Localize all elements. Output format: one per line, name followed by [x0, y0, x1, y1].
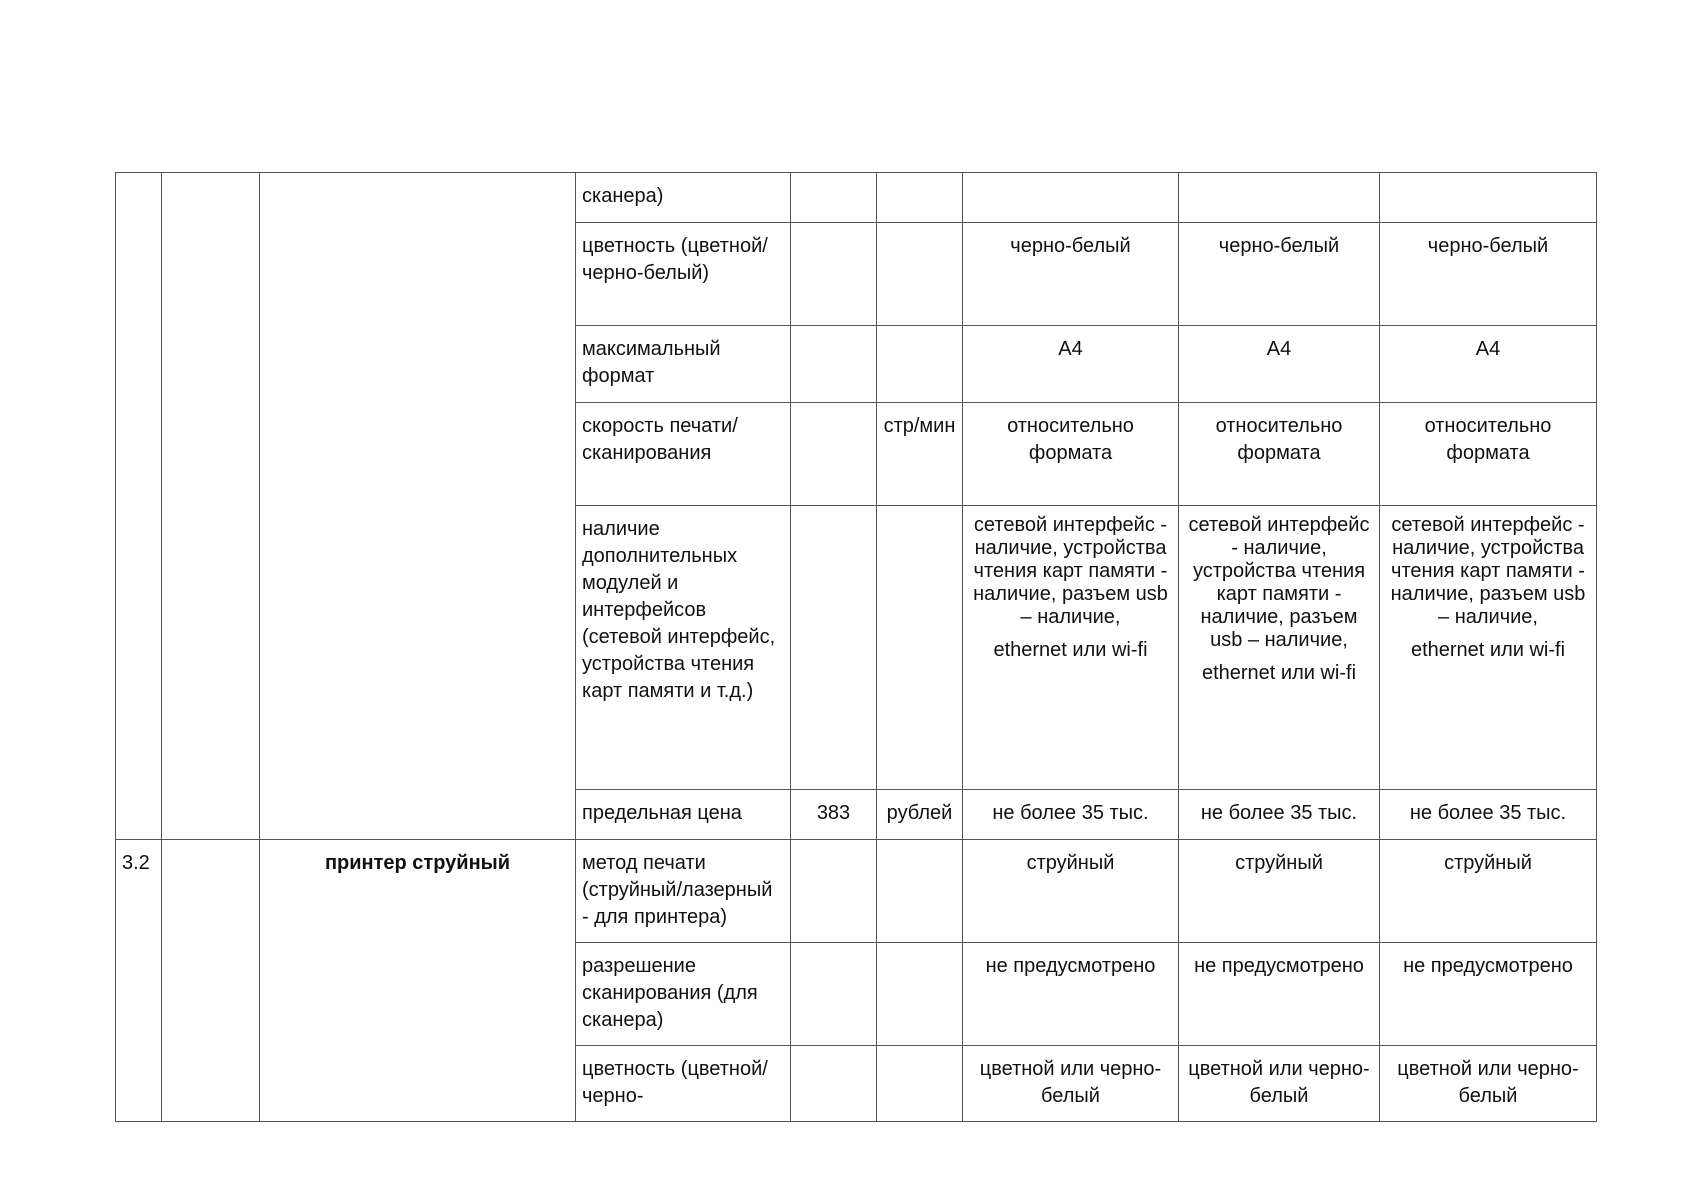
value-extra-text: ethernet или wi-fi: [1201, 662, 1357, 684]
value-cell-3: А4: [1380, 326, 1597, 403]
quantity-cell: 383: [791, 790, 877, 840]
parameter-cell: сканера): [576, 173, 791, 223]
unit-cell: [877, 840, 963, 943]
value-cell-1: [963, 173, 1179, 223]
parameter-cell: скорость печати/сканирования: [576, 403, 791, 506]
value-cell-2: [1179, 173, 1380, 223]
parameter-cell: разрешение сканирования (для сканера): [576, 943, 791, 1046]
parameter-cell: метод печати (струйный/лазерный - для принтера): [576, 840, 791, 943]
value-extra-text: ethernet или wi-fi: [1410, 639, 1566, 661]
value-cell-2: цветной или черно-белый: [1179, 1046, 1380, 1122]
value-cell-2: относительно формата: [1179, 403, 1380, 506]
value-cell-2: струйный: [1179, 840, 1380, 943]
value-cell-1: относительно формата: [963, 403, 1179, 506]
parameter-cell: цветность (цветной/черно-: [576, 1046, 791, 1122]
parameter-cell: предельная цена: [576, 790, 791, 840]
unit-cell: стр/мин: [877, 403, 963, 506]
value-text: сетевой интерфейс - наличие, устройства чтения карт памяти - наличие, разъем usb – наличие,: [1188, 514, 1370, 651]
value-cell-3: струйный: [1380, 840, 1597, 943]
quantity-cell: [791, 1046, 877, 1122]
value-cell-3: черно-белый: [1380, 223, 1597, 326]
quantity-cell: [791, 506, 877, 790]
value-cell-2: А4: [1179, 326, 1380, 403]
section-number-cell: 3.2: [116, 840, 162, 1122]
value-cell-3: относительно формата: [1380, 403, 1597, 506]
value-cell-2: не предусмотрено: [1179, 943, 1380, 1046]
quantity-cell: [791, 943, 877, 1046]
quantity-cell: [791, 173, 877, 223]
section-code-cell: [162, 840, 260, 1122]
specification-table: [115, 172, 1597, 1122]
value-text: сетевой интерфейс - наличие, устройства чтения карт памяти - наличие, разъем usb – наличие,: [973, 514, 1168, 628]
value-cell-1: не предусмотрено: [963, 943, 1179, 1046]
quantity-cell: [791, 223, 877, 326]
value-cell-2: черно-белый: [1179, 223, 1380, 326]
value-cell-1: [963, 506, 1179, 790]
value-cell-3: не предусмотрено: [1380, 943, 1597, 1046]
value-cell-2: не более 35 тыс.: [1179, 790, 1380, 840]
table-row: [116, 840, 1597, 943]
value-cell-3: [1380, 506, 1597, 790]
item-number-cell: [116, 173, 162, 840]
unit-cell: [877, 943, 963, 1046]
value-cell-3: цветной или черно-белый: [1380, 1046, 1597, 1122]
unit-cell: [877, 173, 963, 223]
quantity-cell: [791, 840, 877, 943]
item-name-cell: [260, 173, 576, 840]
unit-cell: рублей: [877, 790, 963, 840]
item-code-cell: [162, 173, 260, 840]
parameter-cell: цветность (цветной/черно-белый): [576, 223, 791, 326]
unit-cell: [877, 223, 963, 326]
section-name-cell: принтер струйный: [260, 840, 576, 1122]
value-cell-1: черно-белый: [963, 223, 1179, 326]
quantity-cell: [791, 326, 877, 403]
parameter-cell: наличие дополнительных модулей и интерфейсов (сетевой интерфейс, устройства чтения карт памяти и т.д.): [576, 506, 791, 790]
quantity-cell: [791, 403, 877, 506]
value-cell-3: не более 35 тыс.: [1380, 790, 1597, 840]
table-row: [116, 173, 1597, 223]
value-cell-1: цветной или черно-белый: [963, 1046, 1179, 1122]
unit-cell: [877, 1046, 963, 1122]
unit-cell: [877, 326, 963, 403]
value-text: сетевой интерфейс - наличие, устройства чтения карт памяти - наличие, разъем usb – наличие,: [1390, 514, 1586, 628]
value-cell-2: [1179, 506, 1380, 790]
value-extra-text: ethernet или wi-fi: [993, 639, 1148, 661]
unit-cell: [877, 506, 963, 790]
parameter-cell: максимальный формат: [576, 326, 791, 403]
value-cell-1: струйный: [963, 840, 1179, 943]
value-cell-1: А4: [963, 326, 1179, 403]
value-cell-1: не более 35 тыс.: [963, 790, 1179, 840]
value-cell-3: [1380, 173, 1597, 223]
